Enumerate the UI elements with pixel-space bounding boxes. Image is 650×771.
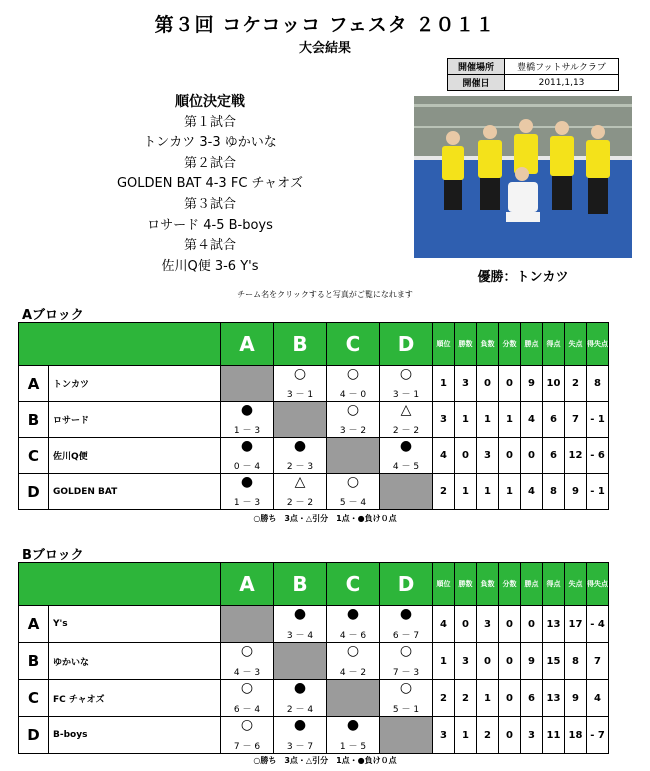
result-symbol: △ [400, 402, 412, 418]
stat-rank: 2 [433, 474, 455, 510]
event-info-table [447, 58, 619, 91]
team-name-link[interactable]: GOLDEN BAT [49, 474, 221, 510]
match-result: トンカツ 3-3 ゆかいな [143, 135, 277, 151]
stat-draws: 0 [499, 680, 521, 717]
self-match-cell [380, 474, 433, 510]
col-header: C [327, 563, 380, 606]
stat-wins: 0 [455, 606, 477, 643]
stat-points: 9 [521, 643, 543, 680]
stat-wins: 2 [455, 680, 477, 717]
stat-rank: 2 [433, 680, 455, 717]
stat-header: 勝数 [455, 323, 477, 366]
stat-points: 4 [521, 474, 543, 510]
row-letter: D [19, 717, 49, 754]
match-score: 1 － 5 [339, 742, 367, 752]
match-score: 4 － 0 [339, 390, 367, 400]
stat-losses: 1 [477, 402, 499, 438]
placement-heading: 順位決定戦 [175, 94, 245, 110]
result-symbol: ○ [293, 366, 307, 382]
stat-goals-for: 13 [543, 606, 565, 643]
table-row [19, 438, 609, 474]
self-match-cell [274, 402, 327, 438]
team-name-link[interactable]: ゆかいな [49, 643, 221, 680]
stat-goal-diff: - 1 [587, 474, 609, 510]
page-subtitle: 大会結果 [298, 41, 351, 56]
stat-goals-for: 10 [543, 366, 565, 402]
venue-value: 豊橋フットサルクラブ [505, 59, 619, 75]
stat-header: 負数 [477, 323, 499, 366]
table-row [19, 680, 609, 717]
stat-points: 0 [521, 438, 543, 474]
stat-losses: 2 [477, 717, 499, 754]
match-cell [327, 717, 380, 754]
click-note: チーム名をクリックすると写真がご覧になれます [237, 290, 413, 299]
result-symbol: ● [346, 606, 360, 622]
result-symbol: ● [293, 680, 307, 696]
row-letter: B [19, 643, 49, 680]
table-row [19, 402, 609, 438]
team-name-link[interactable]: トンカツ [49, 366, 221, 402]
stat-header: 順位 [433, 323, 455, 366]
stat-draws: 0 [499, 366, 521, 402]
result-symbol: ○ [399, 366, 413, 382]
match-score: 2 － 2 [392, 426, 420, 436]
result-symbol: ● [293, 438, 307, 454]
stat-wins: 3 [455, 643, 477, 680]
result-symbol: ● [240, 402, 254, 418]
stat-rank: 3 [433, 717, 455, 754]
match-score: 1 － 3 [233, 426, 261, 436]
stat-draws: 1 [499, 474, 521, 510]
match-score: 5 － 1 [392, 705, 420, 715]
match-cell [380, 643, 433, 680]
match-cell [221, 680, 274, 717]
stat-rank: 1 [433, 643, 455, 680]
stat-wins: 1 [455, 402, 477, 438]
result-symbol: ○ [346, 474, 360, 490]
stat-header: 勝点 [521, 323, 543, 366]
col-header: B [274, 323, 327, 366]
result-symbol: ● [293, 717, 307, 733]
match-cell [221, 402, 274, 438]
match-score: 7 － 3 [392, 668, 420, 678]
match-score: 4 － 2 [339, 668, 367, 678]
stat-wins: 1 [455, 717, 477, 754]
stat-losses: 3 [477, 606, 499, 643]
table-row [19, 606, 609, 643]
stat-goal-diff: - 1 [587, 402, 609, 438]
match-label: 第１試合 [183, 114, 236, 130]
match-score: 3 － 2 [339, 426, 367, 436]
stat-losses: 3 [477, 438, 499, 474]
match-result: ロサード 4-5 B-boys [147, 217, 273, 233]
row-letter: C [19, 680, 49, 717]
match-cell [327, 366, 380, 402]
stat-header: 得失点 [587, 563, 609, 606]
match-cell [327, 474, 380, 510]
stat-header: 順位 [433, 563, 455, 606]
result-symbol: ● [293, 606, 307, 622]
stat-draws: 0 [499, 717, 521, 754]
col-header: D [380, 323, 433, 366]
stat-points: 4 [521, 402, 543, 438]
match-score: 1 － 3 [233, 498, 261, 508]
match-score: 5 － 4 [339, 498, 367, 508]
row-letter: A [19, 606, 49, 643]
self-match-cell [380, 717, 433, 754]
result-symbol: ● [346, 717, 360, 733]
date-label: 開催日 [448, 75, 505, 91]
stat-goal-diff: - 7 [587, 717, 609, 754]
stat-rank: 4 [433, 438, 455, 474]
match-score: 3 － 4 [286, 631, 314, 641]
stat-goals-against: 2 [565, 366, 587, 402]
stat-rank: 3 [433, 402, 455, 438]
match-score: 6 － 4 [233, 705, 261, 715]
col-header: B [274, 563, 327, 606]
venue-label: 開催場所 [448, 59, 505, 75]
match-score: 4 － 6 [339, 631, 367, 641]
stat-draws: 0 [499, 643, 521, 680]
page-title: 第３回 コケコッコ フェスタ ２０１１ [154, 14, 496, 36]
table-row [19, 643, 609, 680]
self-match-cell [274, 643, 327, 680]
stat-wins: 1 [455, 474, 477, 510]
match-cell [380, 606, 433, 643]
stat-rank: 1 [433, 366, 455, 402]
legend-b: ○勝ち 3点・△引分 1点・●負け０点 [253, 756, 397, 765]
stat-goals-for: 6 [543, 402, 565, 438]
stat-header: 勝点 [521, 563, 543, 606]
stat-goals-for: 8 [543, 474, 565, 510]
match-score: 2 － 2 [286, 498, 314, 508]
stat-draws: 0 [499, 438, 521, 474]
stat-header: 得点 [543, 323, 565, 366]
row-letter: A [19, 366, 49, 402]
col-header: A [221, 323, 274, 366]
stat-losses: 1 [477, 680, 499, 717]
match-cell [274, 606, 327, 643]
team-name-link[interactable]: ロサード [49, 402, 221, 438]
stat-goals-against: 8 [565, 643, 587, 680]
stat-goals-against: 12 [565, 438, 587, 474]
self-match-cell [221, 606, 274, 643]
champion-team-photo [414, 96, 632, 258]
result-symbol: ○ [346, 366, 360, 382]
stat-draws: 1 [499, 402, 521, 438]
self-match-cell [221, 366, 274, 402]
legend-a: ○勝ち 3点・△引分 1点・●負け０点 [253, 514, 397, 523]
match-cell [274, 474, 327, 510]
stat-header: 勝数 [455, 563, 477, 606]
stat-goals-against: 9 [565, 474, 587, 510]
match-cell [380, 366, 433, 402]
match-cell [221, 474, 274, 510]
match-result: GOLDEN BAT 4-3 FC チャオズ [116, 176, 304, 192]
stat-points: 6 [521, 680, 543, 717]
match-score: 3 － 1 [392, 390, 420, 400]
col-header: C [327, 323, 380, 366]
team-name-link[interactable]: Y's [49, 606, 221, 643]
match-cell [380, 402, 433, 438]
stat-header: 失点 [565, 563, 587, 606]
result-symbol: ● [240, 438, 254, 454]
header-blank [19, 323, 221, 366]
block-b-title: Bブロック [22, 548, 84, 563]
match-cell [274, 680, 327, 717]
match-score: 3 － 7 [286, 742, 314, 752]
header-blank [19, 563, 221, 606]
stat-goals-for: 13 [543, 680, 565, 717]
match-label: 第４試合 [183, 238, 236, 254]
stat-goals-against: 18 [565, 717, 587, 754]
self-match-cell [327, 680, 380, 717]
table-row [19, 717, 609, 754]
match-cell [221, 717, 274, 754]
match-label: 第２試合 [183, 155, 236, 171]
table-row [19, 366, 609, 402]
match-score: 2 － 4 [286, 705, 314, 715]
result-symbol: ● [399, 438, 413, 454]
stat-losses: 0 [477, 366, 499, 402]
team-name-link[interactable]: B-boys [49, 717, 221, 754]
row-letter: D [19, 474, 49, 510]
stat-header: 負数 [477, 563, 499, 606]
match-cell [380, 680, 433, 717]
result-symbol: ● [240, 474, 254, 490]
stat-draws: 0 [499, 606, 521, 643]
stat-goals-for: 11 [543, 717, 565, 754]
stat-header: 分数 [499, 323, 521, 366]
stat-goal-diff: - 4 [587, 606, 609, 643]
match-cell [274, 438, 327, 474]
result-symbol: ○ [399, 680, 413, 696]
stat-points: 3 [521, 717, 543, 754]
row-letter: B [19, 402, 49, 438]
match-score: 7 － 6 [233, 742, 261, 752]
block-b-table [18, 562, 609, 754]
stat-losses: 1 [477, 474, 499, 510]
stat-goals-against: 9 [565, 680, 587, 717]
match-cell [221, 438, 274, 474]
team-name-link[interactable]: 佐川Q便 [49, 438, 221, 474]
stat-wins: 0 [455, 438, 477, 474]
match-cell [327, 606, 380, 643]
row-letter: C [19, 438, 49, 474]
match-cell [274, 366, 327, 402]
stat-header: 分数 [499, 563, 521, 606]
self-match-cell [327, 438, 380, 474]
match-cell [327, 402, 380, 438]
stat-goals-for: 15 [543, 643, 565, 680]
match-score: 2 － 3 [286, 462, 314, 472]
stat-goals-against: 17 [565, 606, 587, 643]
match-score: 6 － 7 [392, 631, 420, 641]
match-result: 佐川Q便 3-6 Y's [161, 258, 259, 274]
date-value: 2011,1,13 [505, 75, 619, 91]
result-symbol: ○ [240, 643, 254, 659]
result-symbol: △ [294, 474, 306, 490]
block-a-table [18, 322, 609, 510]
stat-rank: 4 [433, 606, 455, 643]
stat-points: 0 [521, 606, 543, 643]
match-cell [380, 438, 433, 474]
stat-goal-diff: 4 [587, 680, 609, 717]
match-score: 4 － 3 [233, 668, 261, 678]
match-cell [327, 643, 380, 680]
placement-results [60, 92, 360, 277]
match-score: 0 － 4 [233, 462, 261, 472]
result-symbol: ○ [240, 680, 254, 696]
stat-wins: 3 [455, 366, 477, 402]
result-symbol: ○ [240, 717, 254, 733]
result-symbol: ● [399, 606, 413, 622]
match-label: 第３試合 [183, 196, 236, 212]
stat-header: 失点 [565, 323, 587, 366]
stat-points: 9 [521, 366, 543, 402]
result-symbol: ○ [399, 643, 413, 659]
col-header: D [380, 563, 433, 606]
block-a-title: Aブロック [22, 308, 84, 323]
match-cell [221, 643, 274, 680]
team-name-link[interactable]: FC チャオズ [49, 680, 221, 717]
stat-goals-for: 6 [543, 438, 565, 474]
stat-goals-against: 7 [565, 402, 587, 438]
match-score: 3 － 1 [286, 390, 314, 400]
stat-goal-diff: 7 [587, 643, 609, 680]
stat-header: 得失点 [587, 323, 609, 366]
col-header: A [221, 563, 274, 606]
stat-goal-diff: - 6 [587, 438, 609, 474]
match-cell [274, 717, 327, 754]
table-row [19, 474, 609, 510]
result-symbol: ○ [346, 402, 360, 418]
match-score: 4 － 5 [392, 462, 420, 472]
stat-header: 得点 [543, 563, 565, 606]
stat-goal-diff: 8 [587, 366, 609, 402]
stat-losses: 0 [477, 643, 499, 680]
champion-caption: 優勝：トンカツ [477, 270, 569, 285]
result-symbol: ○ [346, 643, 360, 659]
